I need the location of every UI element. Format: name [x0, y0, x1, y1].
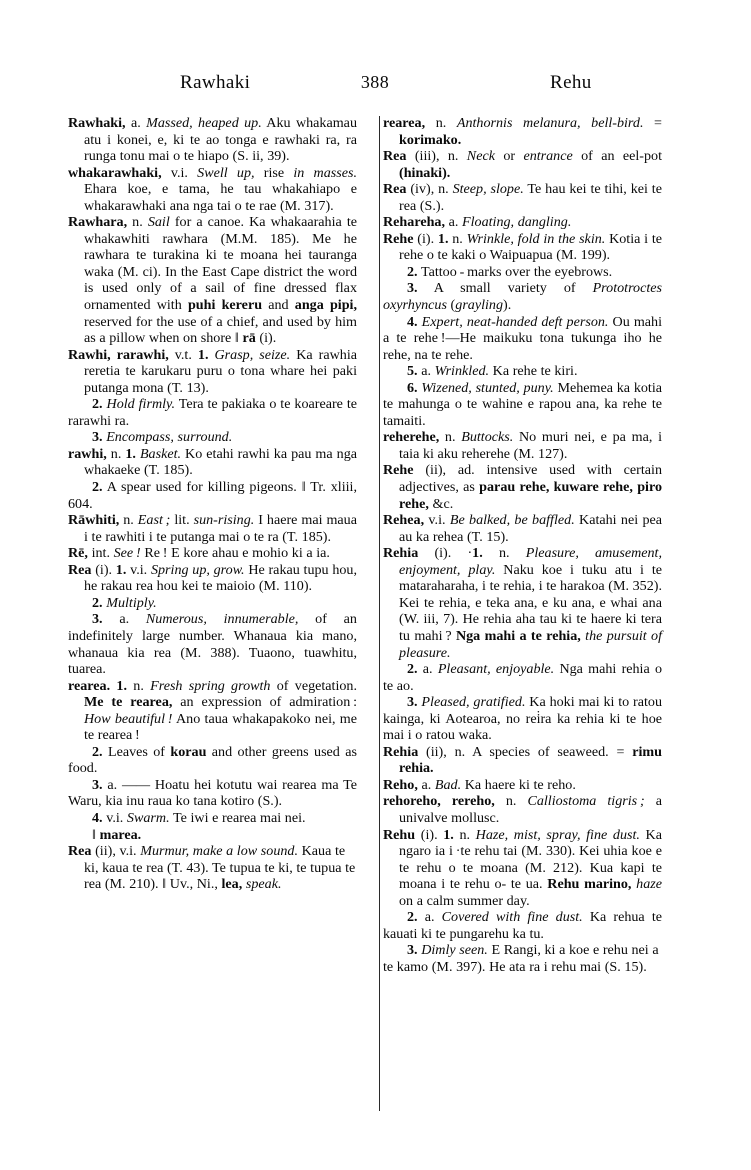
dictionary-sense: 3. Dimly seen. E Rangi, ki a koe e rehu nei a te kamo (M. 397). He ata ra i rehu mai (S. 15). — [383, 942, 659, 975]
dictionary-entry: whakarawhaki, v.i. Swell up, rise in masses. Ehara koe, e tama, he tau whakahiapo e whakarawhaki ana nga tai o te rae (M. 317). — [68, 164, 358, 214]
dictionary-sense: 2. Hold firmly. Tera te pakiaka o te koareare te rarawhi ra. — [68, 396, 357, 429]
running-head-right-word: Rehu — [550, 72, 592, 93]
dictionary-entry: Rea (iii), n. Neck or entrance of an eel-pot (hinaki). — [383, 148, 662, 181]
dictionary-entry: Rāwhiti, n. East ; lit. sun-rising. I haere mai maua i te rawhiti i te putanga mai o te ra (T. 185). — [68, 512, 357, 545]
running-head — [70, 72, 681, 96]
dictionary-sense: 3. a. —— Hoatu hei kotutu wai rearea ma Te Waru, kia inu raua ko tana kotiro (S.). — [68, 776, 357, 810]
page-number: 388 — [360, 72, 390, 92]
dictionary-entry: Rehia (ii), n. A species of seaweed. = rimu rehia. — [383, 743, 662, 777]
column-left — [68, 115, 365, 1115]
dictionary-sense: 2. Multiply. — [92, 594, 157, 611]
dictionary-sense: 3. Encompass, surround. — [92, 429, 233, 446]
dictionary-entry: Rawhaki, a. Massed, heaped up. Aku whakamau atu i konei, e, ki te ao tonga e rawhaki ra, ra runga tonu mai o te hiapo (S. ii, 39). — [68, 115, 357, 165]
dictionary-entry: rawhi, n. 1. Basket. Ko etahi rawhi ka pau ma nga whakaeke (T. 185). — [68, 445, 358, 479]
dictionary-sense: 2. a. Pleasant, enjoyable. Nga mahi rehia o te ao. — [383, 661, 663, 694]
dictionary-sense: 3. Pleased, gratified. Ka hoki mai ki to ratou kainga, ki Aotearoa, no rei̇ra ka rehia ki te hoe mai i o ratou waka. — [383, 694, 663, 744]
dictionary-entry: Rehea, v.i. Be balked, be baffled. Katahi nei pea au ka rehea (T. 15). — [383, 512, 663, 545]
dictionary-sense: 4. v.i. Swarm. Te iwi e rearea mai nei. — [92, 809, 306, 826]
dictionary-entry: Rehe (ii), ad. intensive used with certain adjectives, as parau rehe, kuware rehe, piro rehe, &c. — [383, 462, 663, 512]
dictionary-sense: 2. A spear used for killing pigeons. ‖ Tr. xliii, 604. — [68, 479, 357, 512]
dictionary-entry: rearea, n. Anthornis melanura, bell-bird. = korimako. — [383, 115, 662, 148]
dictionary-entry: rearea. 1. n. Fresh spring growth of vegetation. Me te rearea, an expression of admiration : How beautiful ! Ano taua whakapakoko nei, me te rearea ! — [68, 677, 357, 744]
dictionary-sense: ‖ marea. — [92, 826, 142, 843]
dictionary-entry: Rehe (i). 1. n. Wrinkle, fold in the skin. Kotia i te rehe o te kaki o Waipuapua (M. 199). — [383, 230, 662, 264]
dictionary-entry: Reho, a. Bad. Ka haere ki te reho. — [383, 776, 576, 793]
dictionary-entry: Rehia (i). ·1. n. Pleasure, amusement, enjoyment, play. Naku koe i tuku atu i te mataraharaha, i te rehia, i te harakoa (M. 352). Kei te rehia, e teka ana, e ku ana, e whai ana (W. iii, 7). He rehia aha tau ki te haere ki tera tu mahi ? Nga mahi a te rehia, the pursuit of pleasure. — [383, 545, 663, 661]
dictionary-entry: Rehareha, a. Floating, dangling. — [383, 214, 572, 231]
dictionary-sense: 2. a. Covered with fine dust. Ka rehua te kauati ki te pungarehu ka tu. — [383, 909, 662, 942]
dictionary-entry: Rē, int. See ! Re ! E kore ahau e mohio ki a ia. — [68, 545, 330, 562]
dictionary-entry: rehoreho, rereho, n. Calliostoma tigris ; a univalve mollusc. — [383, 793, 662, 826]
dictionary-entry: Rawhara, n. Sail for a canoe. Ka whakaarahia te whakawhiti rawhara (M.M. 185). Me he rawhara te turakina ki te moana hei tauranga waka (M. ci). In the East Cape district the word is used only of a sail of fine dressed flax ornamented with puhi kereru and anga pipi, reserved for the use of a chief, and used by him as a pillow when on shore ‖ rā (i). — [68, 214, 358, 347]
dictionary-sense: 4. Expert, neat-handed deft person. Ou mahi a te rehe !—He maikuku tona tukunga iho he rehe, na te rehe. — [383, 313, 663, 363]
dictionary-sense: 2. Tattoo - marks over the eyebrows. — [407, 263, 613, 280]
dictionary-entry: Rea (iv), n. Steep, slope. Te hau kei te tihi, kei te rea (S.). — [383, 181, 662, 214]
dictionary-entry: Rehu (i). 1. n. Haze, mist, spray, fine dust. Ka ngaro ia i ·te rehu tai (M. 330). Kei uhia koe e te rehu o te moana (M. 212). Kua kapi te moana i te rehu o‑ te ua. Rehu marino, haze on a calm summer day. — [383, 826, 662, 909]
dictionary-sense: 2. Leaves of korau and other greens used as food. — [68, 743, 357, 777]
dictionary-sense: 5. a. Wrinkled. Ka rehe te kiri. — [407, 363, 578, 380]
running-head-left-word: Rawhaki — [180, 72, 251, 93]
dictionary-sense: 3. A small variety of Prototroctes oxyrhyncus (grayling). — [383, 280, 662, 314]
dictionary-entry: Rea (i). 1. v.i. Spring up, grow. He rakau tupu hou, he rakau rea hou kei te maioio (M. 110). — [68, 561, 357, 595]
column-right — [365, 115, 662, 1115]
dictionary-sense: 6. Wizened, stunted, puny. Mehemea ka kotia te mahunga o te wahine e rapou ana, ka rehe te tamaiti. — [383, 379, 662, 429]
dictionary-entry: reherehe, n. Buttocks. No muri nei, e pa ma, i taia ki aku reherehe (M. 127). — [383, 429, 662, 462]
dictionary-sense: 3. a. Numerous, innumerable, of an indefinitely large number. Whanaua kia mano, whanaua kia rea (M. 388). Tuaono, tuawhitu, tuarea. — [68, 611, 357, 678]
dictionary-entry: Rawhi, rarawhi, v.t. 1. Grasp, seize. Ka rawhia reretia te karukaru puru o tona whare hei paki putanga mona (T. 13). — [68, 346, 357, 396]
dictionary-entry: Rea (ii), v.i. Murmur, make a low sound. Kaua te ki, kaua te rea (T. 43). Te tupua te ki, te tupua te rea (M. 210). ‖ Uv., Ni., lea, speak. — [68, 843, 356, 893]
page-body — [68, 115, 684, 1115]
